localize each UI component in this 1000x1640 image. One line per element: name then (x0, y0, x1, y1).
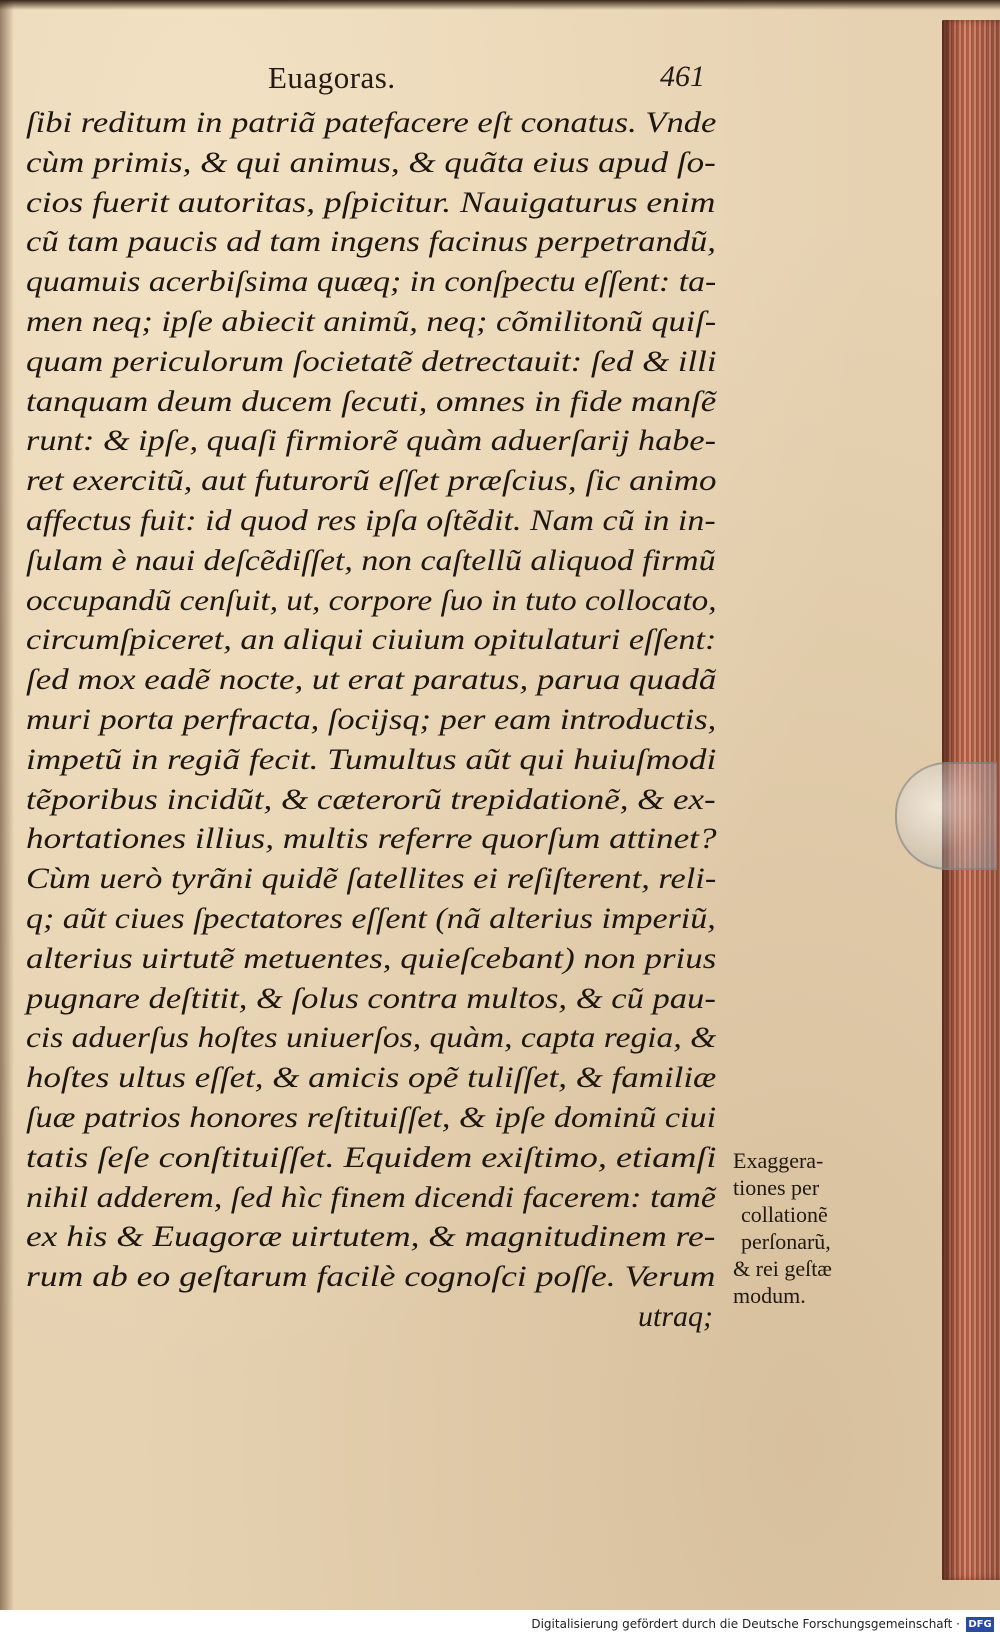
gutter-shadow (0, 0, 14, 1610)
glass-page-clip (895, 762, 997, 870)
text-line: alterius uirtutẽ metuentes, quieſcebant) non prius (26, 941, 717, 975)
dfg-logo: DFG (966, 1617, 994, 1632)
margin-note-line: Exaggera- (733, 1148, 824, 1173)
text-line: ſibi reditum in patriã patefacere eſt conatus. Vnde (26, 106, 717, 139)
text-line: Cùm uerò tyrãni quidẽ ſatellites ei reſiſterent, reli- (26, 862, 717, 896)
text-line: cũ tam paucis ad tam ingens facinus perpetrandũ, (26, 225, 716, 259)
catchword: utraq; (638, 1300, 713, 1333)
text-line: circumſpiceret, an aliqui ciuium opitulaturi eſſent: (26, 623, 717, 657)
funding-credit: Digitalisierung gefördert durch die Deutsche Forschungsgemeinschaft · (531, 1617, 960, 1631)
text-line: tanquam deum ducem ſecuti, omnes in fide manſẽ (26, 384, 717, 418)
text-line: men neq; ipſe abiecit animũ, neq; cõmilitonũ quiſ- (26, 305, 717, 338)
text-line: ſulam è naui deſcẽdiſſet, non caſtellũ aliquod firmũ (26, 543, 716, 577)
text-line: ex his & Euagoræ uirtutem, & magnitudinem re- (26, 1220, 716, 1254)
margin-note-line: collationẽ (741, 1202, 828, 1227)
text-line: cios fuerit autoritas, pſpicitur. Nauigaturus enim (26, 185, 716, 219)
text-line: occupandũ cenſuit, ut, corpore ſuo in tuto collocato, (26, 583, 717, 617)
text-line: muri porta perfracta, ſocijsq; per eam introductis, (26, 703, 717, 736)
top-edge-shadow (0, 0, 1000, 10)
text-line: affectus fuit: id quod res ipſa oſtẽdit. Nam cũ in in- (26, 504, 716, 537)
page-number: 461 (660, 60, 705, 93)
text-line: nihil adderem, ſed hìc finem dicendi facerem: tamẽ (26, 1180, 716, 1214)
text-line: impetũ in regiã fecit. Tumultus aũt qui huiuſmodi (26, 742, 717, 776)
margin-note-line: perſonarũ, (741, 1229, 831, 1254)
text-line: tẽporibus incidũt, & cæterorũ trepidationẽ, & ex- (26, 782, 716, 816)
page-header (250, 60, 705, 100)
text-line: q; aũt ciues ſpectatores eſſent (nã alterius imperiũ, (26, 902, 716, 935)
text-line: quam periculorum ſocietatẽ detrectauit: ſed & illi (26, 344, 717, 378)
text-line: hoſtes ultus eſſet, & amicis opẽ tuliſſet, & familiæ (26, 1061, 717, 1095)
text-line: ſuæ patrios honores reſtituiſſet, & ipſe dominũ ciui (26, 1101, 717, 1134)
text-line: pugnare deſtitit, & ſolus contra multos, & cũ pau- (26, 981, 716, 1015)
margin-note-line: tiones per (733, 1175, 820, 1200)
text-line: hortationes illius, multis referre quorſum attinet? (26, 822, 717, 856)
text-line: cis aduerſus hoſtes uniuerſos, quàm, capta regia, & (26, 1021, 717, 1055)
footer-bar (0, 1610, 1000, 1640)
text-line: ret exercitũ, aut futurorũ eſſet præſcius, ſic animo (26, 464, 717, 498)
text-line: quamuis acerbiſsima quæq; in conſpectu eſſent: ta- (26, 265, 717, 299)
text-line: runt: & ipſe, quaſi firmiorẽ quàm aduerſarij habe- (26, 424, 716, 458)
text-line: cùm primis, & qui animus, & quãta eius apud ſo- (26, 145, 716, 179)
text-line: rum ab eo geſtarum facilè cognoſci poſſe. Verum (26, 1260, 716, 1294)
text-line: tatis ſeſe conſtituiſſet. Equidem exiſtimo, etiamſi (26, 1140, 717, 1174)
running-head: Euagoras. (268, 60, 396, 95)
margin-note-line: & rei geſtæ (733, 1256, 832, 1281)
margin-note-line: modum. (733, 1283, 806, 1308)
text-line: ſed mox eadẽ nocte, ut erat paratus, parua quadã (26, 663, 717, 697)
